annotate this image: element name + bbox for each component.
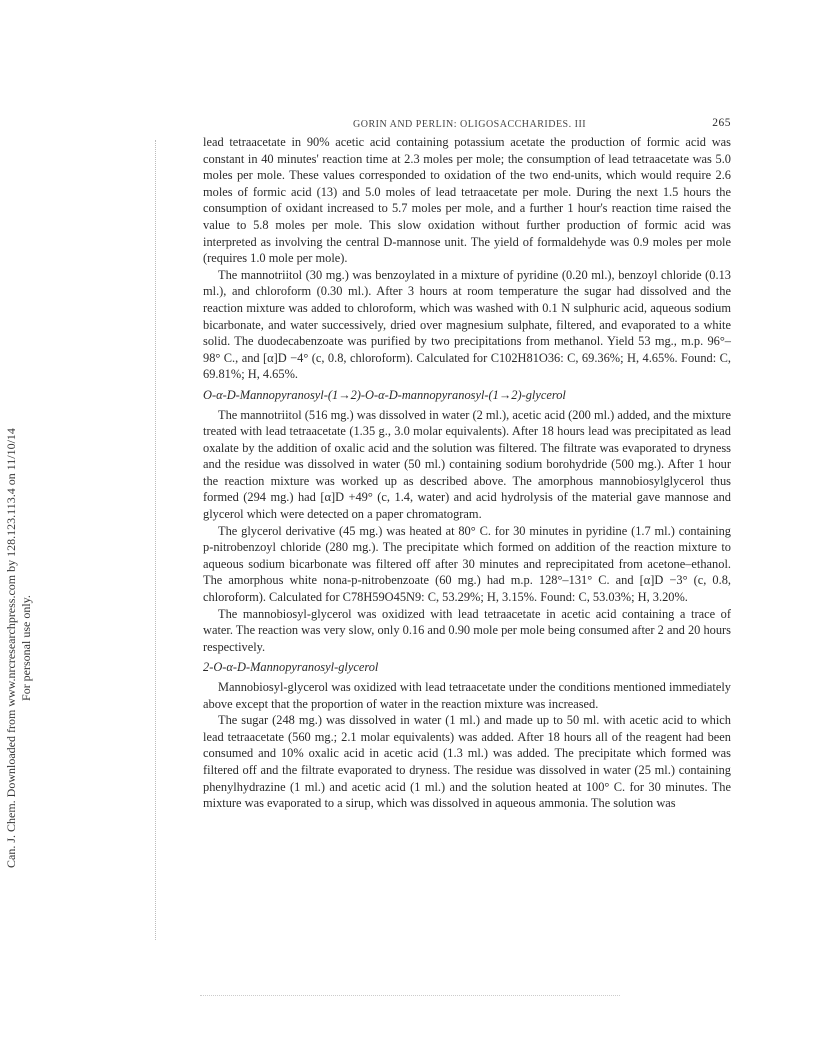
paragraph-3: The mannotriitol (516 mg.) was dissolved in water (2 ml.), acetic acid (200 ml.) added, and the mixture treated with lead tetraacetate (1.35 g., 3.0 molar equivalents). After 18 hours lead was precipitated as lead oxalate by the addition of oxalic acid and the solution was filtered. The filtrate was evaporated to dryness and the residue was dissolved in water (50 ml.) containing sodium borohydride (500 mg.). After 1 hour the reaction mixture was worked up as described above. The amorphous mannobiosylglycerol thus formed (294 mg.) had [α]D +49° (c, 1.4, water) and acid hydrolysis of the material gave mannose and glycerol which were detected on a paper chromatogram. <box>203 407 731 522</box>
page-number: 265 <box>712 117 731 129</box>
watermark-line-2: For personal use only. <box>19 595 33 701</box>
running-head: GORIN AND PERLIN: OLIGOSACCHARIDES. III <box>353 119 587 130</box>
paragraph-5: The mannobiosyl-glycerol was oxidized with lead tetraacetate in acetic acid containing a trace of water. The reaction was very slow, only 0.16 and 0.90 mole per mole being consumed after 2 and 20 hours respectively. <box>203 606 731 654</box>
section-heading-1: O-α-D-Mannopyranosyl-(1→2)-O-α-D-mannopyranosyl-(1→2)-glycerol <box>203 387 566 402</box>
paragraph-1: lead tetraacetate in 90% acetic acid containing potassium acetate the production of formic acid was constant in 40 minutes' reaction time at 2.3 moles per mole; the consumption of lead tetraacetate was 5.0 moles per mole. These values corresponded to oxidation of the two end-units, which would require 2.6 moles of formic acid (13) and 5.0 moles of lead tetraacetate per mole. During the next 1.5 hours the consumption of oxidant increased to 5.7 moles per mole, and a further 1 hour's reaction time raised the value to 5.8 moles per mole. This slow oxidation without further production of formic acid was interpreted as involving the central D-mannose unit. The yield of formaldehyde was 0.9 moles per mole (requires 1.0 mole per mole). <box>203 135 731 266</box>
paragraph-4: The glycerol derivative (45 mg.) was heated at 80° C. for 30 minutes in pyridine (1.7 ml.) containing p-nitrobenzoyl chloride (280 mg.). The precipitate which formed on addition of the reaction mixture to aqueous sodium bicarbonate was filtered off after 30 minutes and reprecipitated from acetone–ethanol. The amorphous white nona-p-nitrobenzoate (60 mg.) had m.p. 128°–131° C. and [α]D −3° (c, 0.8, chloroform). Calculated for C78H59O45N9: C, 53.29%; H, 3.15%. Found: C, 53.03%; H, 3.20%. <box>203 523 731 605</box>
article-body <box>203 134 731 812</box>
watermark-text <box>4 428 34 868</box>
paragraph-2: The mannotriitol (30 mg.) was benzoylated in a mixture of pyridine (0.20 ml.), benzoyl chloride (0.13 ml.), and chloroform (0.30 ml.). After 3 hours at room temperature the sugar had dissolved and the reaction mixture was added to chloroform, which was washed with 0.1 N sulphuric acid, aqueous sodium bicarbonate, and water successively, dried over magnesium sulphate, filtered, and evaporated to a white solid. The duodecabenzoate was purified by two precipitations from methanol. Yield 53 mg., m.p. 96°–98° C., and [α]D −4° (c, 0.8, chloroform). Calculated for C102H81O36: C, 69.36%; H, 4.65%. Found: C, 69.81%; H, 4.65%. <box>203 267 731 382</box>
page-header <box>203 117 731 133</box>
paragraph-7: The sugar (248 mg.) was dissolved in water (1 ml.) and made up to 50 ml. with acetic acid to which lead tetraacetate (560 mg.; 2.1 molar equivalents) was added. After 18 hours all of the reagent had been consumed and 10% oxalic acid in acetic acid (1.3 ml.) was added. The precipitate which formed was filtered off and the filtrate evaporated to dryness. The residue was dissolved in water (25 ml.) containing phenylhydrazine (1 ml.) and acetic acid (1 ml.) and the solution heated at 100° C. for 30 minutes. The mixture was evaporated to a sirup, which was dissolved in aqueous ammonia. The solution was <box>203 713 731 811</box>
watermark-line-1: Can. J. Chem. Downloaded from www.nrcresearchpress.com by 128.123.113.4 on 11/10/14 <box>4 428 18 868</box>
download-watermark <box>0 0 60 1053</box>
scan-artifact-vertical <box>155 140 158 940</box>
paragraph-6: Mannobiosyl-glycerol was oxidized with lead tetraacetate under the conditions mentioned immediately above except that the proportion of water in the reaction mixture was increased. <box>203 680 731 711</box>
scan-artifact-bottom <box>200 995 620 997</box>
section-heading-2: 2-O-α-D-Mannopyranosyl-glycerol <box>203 660 379 675</box>
